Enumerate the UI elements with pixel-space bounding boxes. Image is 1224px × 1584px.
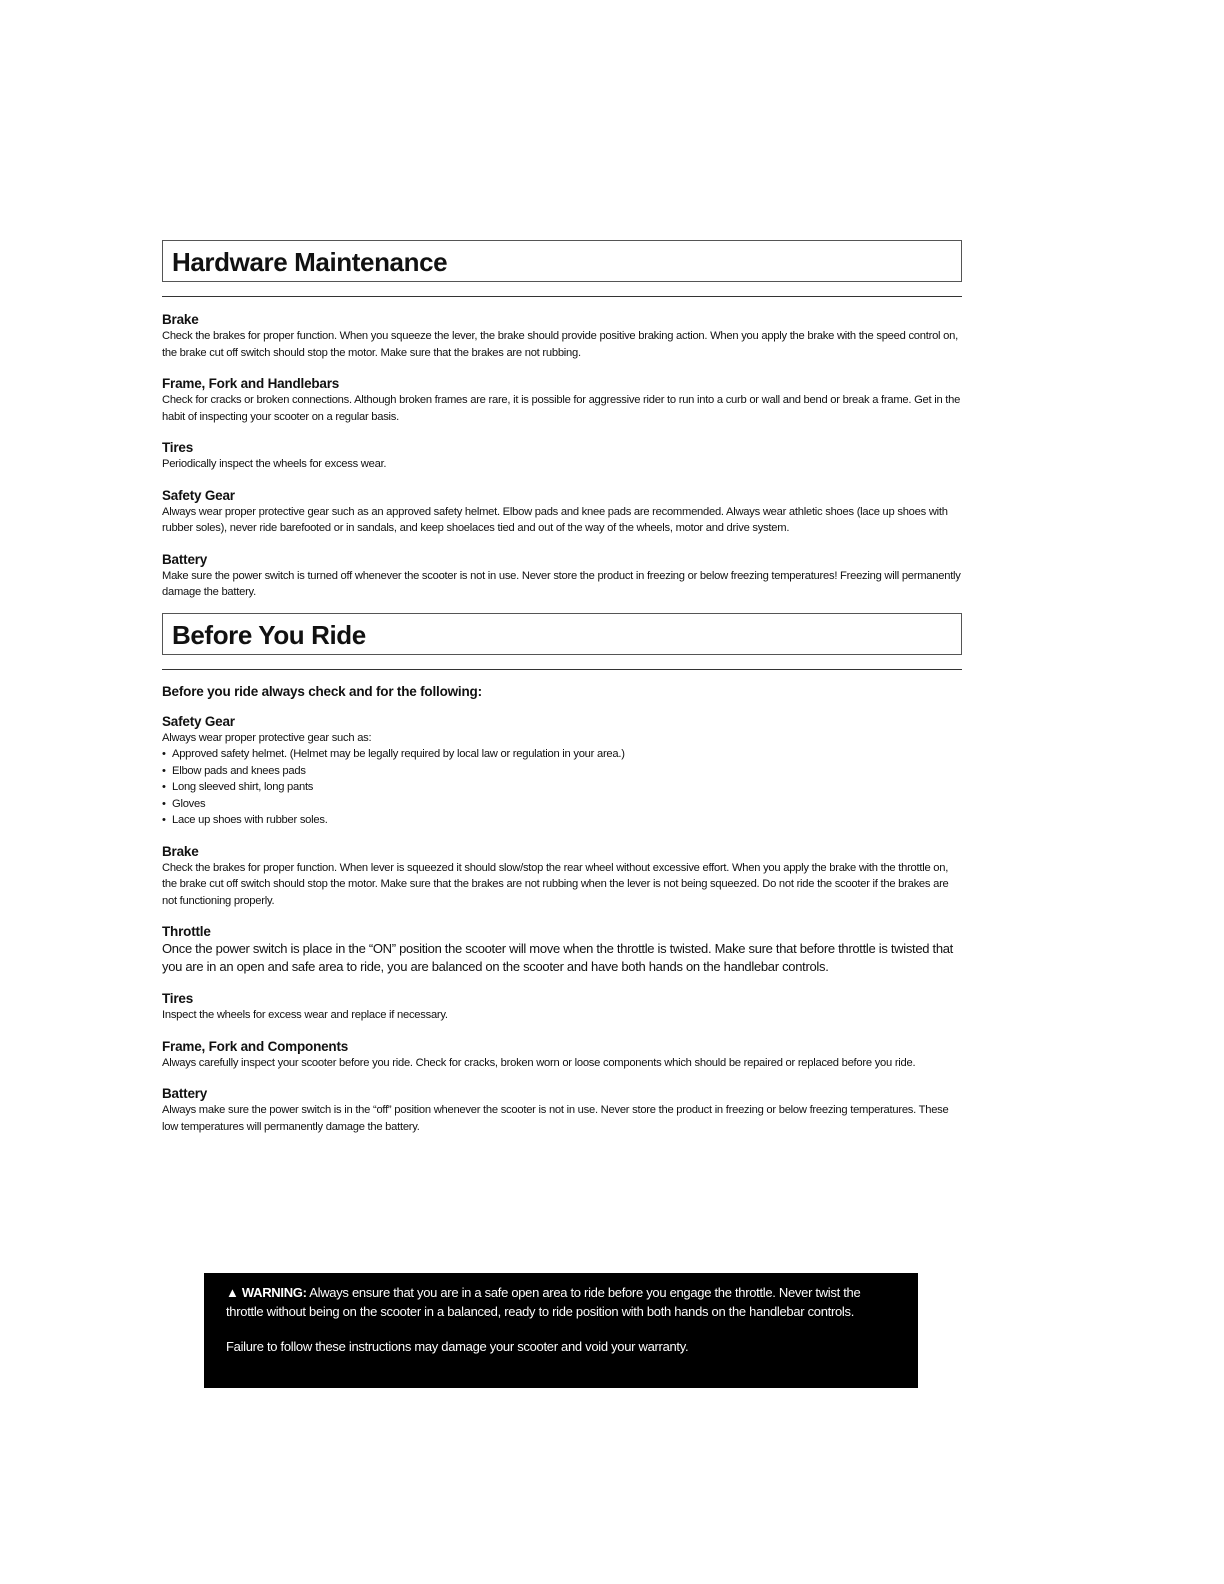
section-divider bbox=[162, 296, 962, 297]
br-battery-text: Always make sure the power switch is in the “off” position whenever the scooter is not in use. Never store the product in freezing or below freezing temperatures. These low temperatures will permanently damage the battery. bbox=[162, 1104, 949, 1133]
br-brake-heading: Brake bbox=[162, 843, 199, 859]
br-tires-heading: Tires bbox=[162, 991, 194, 1006]
br-battery-section bbox=[162, 1085, 962, 1135]
hardware-maintenance-title: Hardware Maintenance bbox=[172, 247, 448, 277]
br-tires-text: Inspect the wheels for excess wear and replace if necessary. bbox=[162, 1009, 448, 1021]
hw-brake-heading: Brake bbox=[162, 312, 199, 327]
br-safety-gear-lead: Always wear proper protective gear such as: bbox=[162, 731, 372, 744]
hw-safety-gear-text: Always wear proper protective gear such as an approved safety helmet. Elbow pads and knee pads are recommended. Always wear athletic shoes (lace up shoes with rubber soles), never ride barefooted or in sandals, and keep shoelaces tied and out of the way of the wheels, motor and drive system. bbox=[162, 505, 948, 534]
br-brake-section bbox=[162, 843, 962, 910]
before-you-ride-header bbox=[162, 613, 962, 655]
hw-brake-section bbox=[162, 311, 962, 361]
br-safety-gear-section bbox=[162, 713, 962, 829]
before-ride-intro: Before you ride always check and for the following: bbox=[162, 683, 482, 699]
br-battery-heading: Battery bbox=[162, 1086, 208, 1101]
hw-frame-heading: Frame, Fork and Handlebars bbox=[162, 376, 340, 391]
hw-brake-text: Check the brakes for proper function. When you squeeze the lever, the brake should provide positive braking action. When you apply the brake with the speed control on, the brake cut off switch should stop the motor. Make sure that the brakes are not rubbing. bbox=[162, 330, 958, 359]
br-frame-heading: Frame, Fork and Components bbox=[162, 1038, 349, 1054]
br-frame-section bbox=[162, 1038, 962, 1072]
warning-message bbox=[226, 1284, 896, 1321]
safety-gear-list bbox=[162, 746, 962, 829]
warning-label: ▲ WARNING: bbox=[226, 1285, 307, 1300]
warning-text: Always ensure that you are in a safe open area to ride before you engage the throttle. Never twist the throttle without being on the scooter in a balanced, ready to ride position with both hands on the handlebar controls. bbox=[226, 1285, 861, 1319]
list-item: • Elbow pads and knees pads bbox=[162, 763, 962, 780]
page-content bbox=[162, 240, 962, 1135]
list-item: • Lace up shoes with rubber soles. bbox=[162, 812, 962, 829]
list-item: • Approved safety helmet. (Helmet may be legally required by local law or regulation in your area.) bbox=[162, 746, 962, 763]
br-throttle-section bbox=[162, 923, 962, 976]
before-you-ride-title: Before You Ride bbox=[172, 619, 366, 650]
warning-box bbox=[204, 1273, 918, 1388]
hw-tires-text: Periodically inspect the wheels for excess wear. bbox=[162, 458, 387, 470]
br-frame-text: Always carefully inspect your scooter before you ride. Check for cracks, broken worn or loose components which should be repaired or replaced before you ride. bbox=[162, 1056, 916, 1069]
list-item: • Long sleeved shirt, long pants bbox=[162, 779, 962, 796]
hw-battery-section bbox=[162, 551, 962, 601]
br-throttle-text: Once the power switch is place in the “ON” position the scooter will move when the throttle is twisted. Make sure that before throttle is twisted that you are in an open and safe area to ride, you are balanced on the scooter and have both hands on the handlebar controls. bbox=[162, 941, 953, 974]
section-divider bbox=[162, 669, 962, 670]
list-item: • Gloves bbox=[162, 796, 962, 813]
br-tires-section bbox=[162, 990, 962, 1024]
hw-tires-heading: Tires bbox=[162, 440, 194, 455]
warning-footer: Failure to follow these instructions may damage your scooter and void your warranty. bbox=[226, 1339, 689, 1354]
hw-frame-section bbox=[162, 375, 962, 425]
br-safety-gear-heading: Safety Gear bbox=[162, 713, 235, 729]
hw-battery-heading: Battery bbox=[162, 551, 208, 567]
br-brake-text: Check the brakes for proper function. When lever is squeezed it should slow/stop the rear wheel without excessive effort. When you apply the brake with the throttle on, the brake cut off switch should stop the motor. Make sure that the brakes are not rubbing when the lever is not being squeezed. Do not ride the scooter if the brakes are not functioning properly. bbox=[162, 861, 949, 907]
hw-safety-gear-heading: Safety Gear bbox=[162, 487, 235, 503]
hw-battery-text: Make sure the power switch is turned off whenever the scooter is not in use. Never store the product in freezing or below freezing temperatures! Freezing will permanently damage the battery. bbox=[162, 569, 961, 598]
hw-safety-gear-section bbox=[162, 487, 962, 537]
hw-tires-section bbox=[162, 439, 962, 473]
hw-frame-text: Check for cracks or broken connections. Although broken frames are rare, it is possible for aggressive rider to run into a curb or wall and bend or break a frame. Get in the habit of inspecting your scooter on a regular basis. bbox=[162, 394, 961, 423]
br-throttle-heading: Throttle bbox=[162, 924, 211, 939]
hardware-maintenance-header bbox=[162, 240, 962, 282]
